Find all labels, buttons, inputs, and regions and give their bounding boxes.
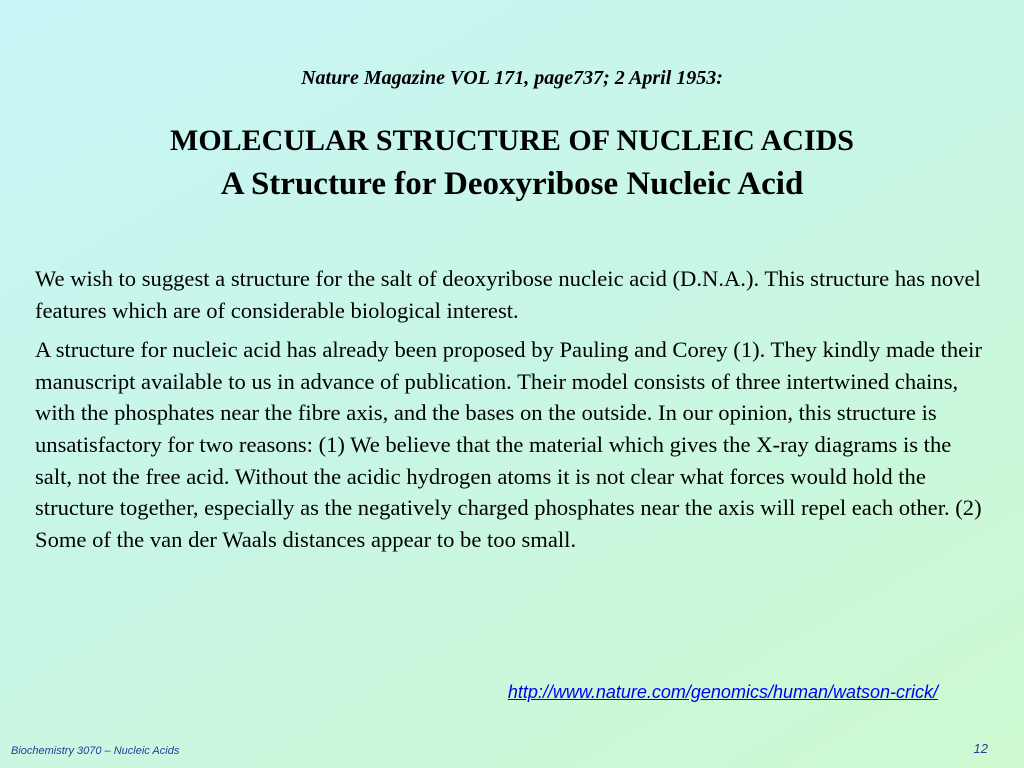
slide-page-number: 12 xyxy=(973,741,988,756)
article-body xyxy=(35,263,990,555)
page-subtitle: A Structure for Deoxyribose Nucleic Acid xyxy=(220,166,804,202)
paragraph-pauling-corey: A structure for nucleic acid has already been proposed by Pauling and Corey (1). They kindly made their manuscript available to us in advance of publication. Their model consists of three intertwined chains, with the phosphates near the fibre axis, and the bases on the outside. In our opinion, this structure is unsatisfactory for two reasons: (1) We believe that the material which gives the X-ray diagrams is the salt, not the free acid. Without the acidic hydrogen atoms it is not clear what forces would hold the structure together, especially as the negatively charged phosphates near the axis will repel each other. (2) Some of the van der Waals distances appear to be too small. xyxy=(35,337,982,552)
nature-source-link[interactable]: http://www.nature.com/genomics/human/watson-crick/ xyxy=(507,682,938,702)
citation-line: Nature Magazine VOL 171, page737; 2 April 1953: xyxy=(301,67,723,89)
page-title: MOLECULAR STRUCTURE OF NUCLEIC ACIDS xyxy=(170,124,854,157)
paragraph-intro: We wish to suggest a structure for the salt of deoxyribose nucleic acid (D.N.A.). This structure has novel features which are of considerable biological interest. xyxy=(35,266,981,323)
footer-course-label: Biochemistry 3070 – Nucleic Acids xyxy=(11,745,180,757)
